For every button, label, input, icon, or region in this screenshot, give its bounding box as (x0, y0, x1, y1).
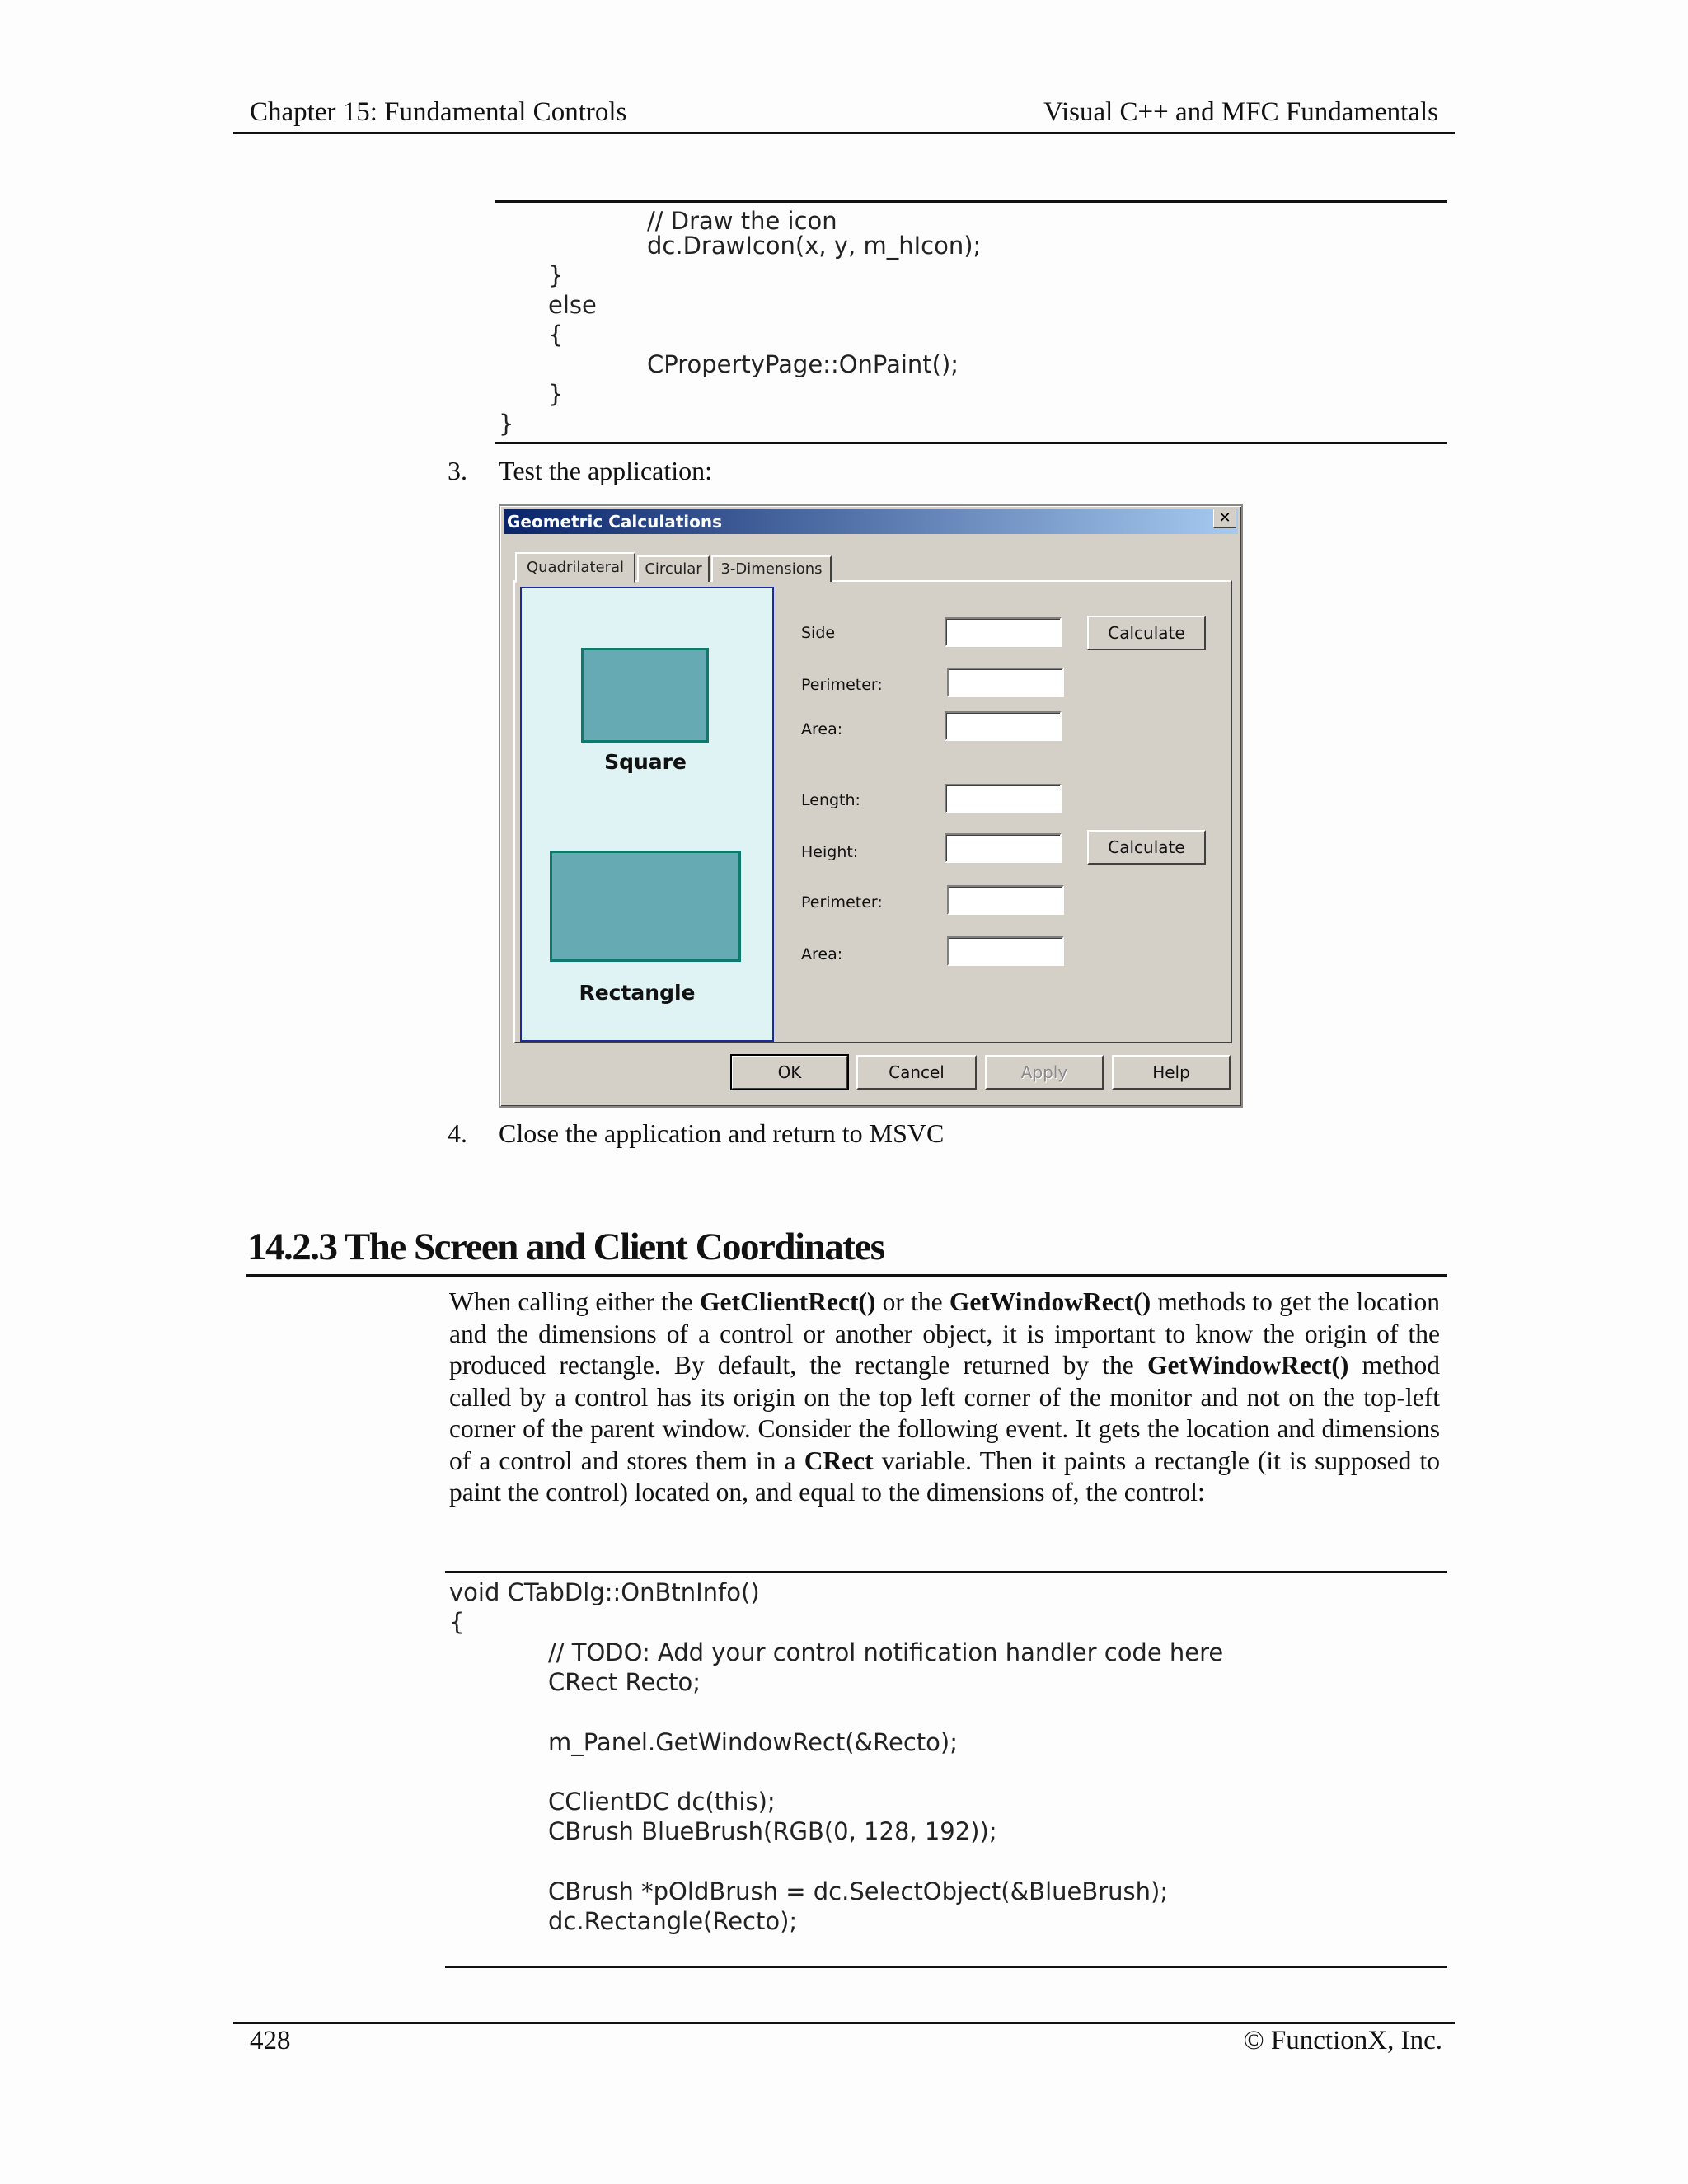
section-rule (246, 1274, 1447, 1277)
para-text: or the (875, 1287, 950, 1316)
close-icon[interactable]: ✕ (1213, 509, 1236, 528)
para-text: method called by a control has its origin on the top left corner of the monitor and not on the top-left corner of the parent window. Consider the following event. It gets the location and dimensions of a control and stores them in a (449, 1351, 1440, 1475)
side-label: Side (801, 624, 836, 642)
apply-button[interactable]: Apply (985, 1055, 1104, 1090)
code-line: CBrush *pOldBrush = dc.SelectObject(&BlueBrush); (548, 1877, 1169, 1905)
square-perimeter-label: Perimeter: (801, 676, 883, 694)
para-bold-getwindowrect: GetWindowRect() (949, 1287, 1151, 1316)
ok-button[interactable]: OK (731, 1055, 848, 1090)
help-button[interactable]: Help (1112, 1055, 1231, 1090)
tab-3-dimensions[interactable]: 3-Dimensions (711, 555, 832, 582)
code-line: } (548, 261, 564, 289)
geometric-calculations-dialog (499, 504, 1243, 1108)
dialog-title: Geometric Calculations (507, 512, 722, 532)
length-label: Length: (801, 791, 860, 809)
code-line: CBrush BlueBrush(RGB(0, 128, 192)); (548, 1817, 997, 1845)
tab-circular[interactable]: Circular (637, 555, 710, 582)
code-line: CPropertyPage::OnPaint(); (647, 350, 959, 378)
rectangle-label: Rectangle (579, 981, 696, 1005)
code-line: void CTabDlg::OnBtnInfo() (449, 1578, 760, 1606)
para-bold-getwindowrect-2: GetWindowRect() (1146, 1351, 1349, 1380)
code-line: } (499, 410, 514, 438)
step-4-text: Close the application and return to MSVC (499, 1118, 945, 1148)
header-book-title: Visual C++ and MFC Fundamentals (1043, 97, 1438, 127)
code-top-bottom-rule (495, 442, 1447, 444)
code-bottom-rule (445, 1571, 1447, 1573)
code-top-rule (495, 200, 1447, 203)
para-bold-crect: CRect (804, 1446, 874, 1475)
square-area-field[interactable] (945, 711, 1062, 741)
code-line: // TODO: Add your control notification handler code here (548, 1638, 1224, 1666)
rect-perimeter-label: Perimeter: (801, 893, 883, 912)
code-line: { (548, 321, 564, 349)
side-input[interactable] (945, 617, 1062, 647)
code-line: m_Panel.GetWindowRect(&Recto); (548, 1728, 958, 1756)
step-3-text: Test the application: (499, 456, 713, 485)
code-line: CRect Recto; (548, 1668, 701, 1696)
square-shape (581, 648, 709, 743)
calculate-rectangle-button[interactable]: Calculate (1087, 830, 1206, 865)
cancel-button[interactable]: Cancel (856, 1055, 977, 1090)
code-line: { (449, 1608, 465, 1636)
step-4-number: 4. (448, 1118, 467, 1148)
tab-quadrilateral[interactable]: Quadrilateral (515, 552, 635, 583)
height-input[interactable] (945, 833, 1062, 863)
code-line: else (548, 291, 597, 319)
square-label: Square (604, 750, 687, 774)
rect-area-field[interactable] (947, 936, 1064, 966)
code-line: dc.DrawIcon(x, y, m_hIcon); (647, 232, 982, 260)
para-text: methods to get the location and the dimensions of a control or another object, it is important to know the origin of the produced rectangle. By default, the rectangle returned by the (449, 1287, 1440, 1380)
body-paragraph (449, 1286, 1440, 1509)
header-rule (233, 132, 1455, 134)
code-line: } (548, 380, 564, 408)
rect-area-label: Area: (801, 945, 843, 963)
rect-perimeter-field[interactable] (947, 885, 1064, 915)
footer-rule (233, 2022, 1455, 2024)
code-line: // Draw the icon (647, 207, 837, 235)
shapes-panel (520, 587, 774, 1042)
para-text: variable. Then it paints a rectangle (it is supposed to paint the control) located on, and equal to the dimensions of, the control: (449, 1446, 1440, 1507)
dialog-title-bar (504, 509, 1238, 534)
page-number: 428 (250, 2026, 291, 2055)
code-bottom-end-rule (445, 1966, 1447, 1968)
step-3-number: 3. (448, 456, 467, 485)
length-input[interactable] (945, 784, 1062, 813)
square-perimeter-field[interactable] (947, 668, 1064, 697)
para-bold-getclientrect: GetClientRect() (700, 1287, 876, 1316)
code-line: dc.Rectangle(Recto); (548, 1907, 798, 1935)
para-text: When calling either the (449, 1287, 701, 1316)
square-area-label: Area: (801, 720, 843, 738)
copyright: © FunctionX, Inc. (1243, 2026, 1442, 2055)
section-title: 14.2.3 The Screen and Client Coordinates (247, 1226, 884, 1268)
rectangle-shape (550, 851, 741, 962)
calculate-square-button[interactable]: Calculate (1087, 616, 1206, 650)
height-label: Height: (801, 843, 859, 861)
code-line: CClientDC dc(this); (548, 1788, 776, 1816)
header-chapter: Chapter 15: Fundamental Controls (250, 97, 627, 127)
